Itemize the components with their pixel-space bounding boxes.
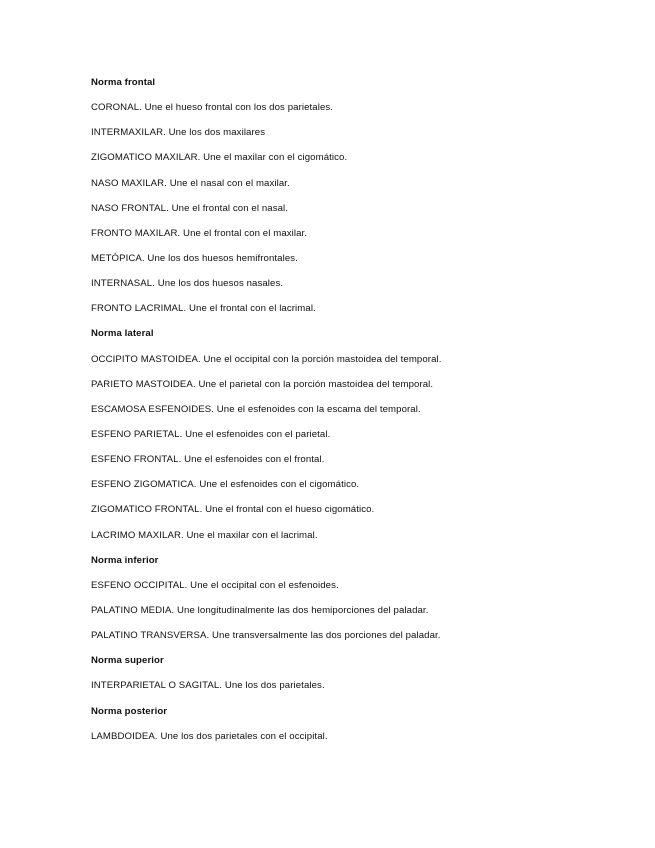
section-heading-norma-lateral: Norma lateral — [91, 328, 154, 340]
section-heading-norma-inferior: Norma inferior — [91, 554, 159, 566]
suture-parieto-mastoidea: PARIETO MASTOIDEA. Une el parietal con la porción mastoidea del temporal. — [91, 378, 434, 390]
suture-naso-frontal: NASO FRONTAL. Une el frontal con el nasal. — [91, 202, 289, 214]
suture-lambdoidea: LAMBDOIDEA. Une los dos parietales con el occipital. — [91, 730, 328, 742]
suture-esfeno-occipital: ESFENO OCCIPITAL. Une el occipital con el esfenoides. — [91, 579, 339, 591]
suture-esfeno-zigomatica: ESFENO ZIGOMATICA. Une el esfenoides con el cigomático. — [91, 479, 360, 491]
suture-occipito-mastoidea: OCCIPITO MASTOIDEA. Une el occipital con la porción mastoidea del temporal. — [91, 353, 442, 365]
suture-naso-maxilar: NASO MAXILAR. Une el nasal con el maxilar. — [91, 177, 290, 189]
suture-intermaxilar: INTERMAXILAR. Une los dos maxilares — [91, 127, 266, 139]
suture-escamosa-esfenoides: ESCAMOSA ESFENOIDES. Une el esfenoides con la escama del temporal. — [91, 403, 421, 415]
suture-coronal: CORONAL. Une el hueso frontal con los dos parietales. — [91, 102, 334, 114]
section-heading-norma-frontal: Norma frontal — [91, 77, 156, 88]
suture-fronto-maxilar: FRONTO MAXILAR. Une el frontal con el maxilar. — [91, 227, 308, 239]
suture-interparietal-sagital: INTERPARIETAL O SAGITAL. Une los dos parietales. — [91, 680, 325, 692]
suture-fronto-lacrimal: FRONTO LACRIMAL. Une el frontal con el lacrimal. — [91, 303, 316, 315]
suture-palatino-media: PALATINO MEDIA. Une longitudinalmente las dos hemiporciones del paladar. — [91, 604, 429, 616]
suture-esfeno-frontal: ESFENO FRONTAL. Une el esfenoides con el frontal. — [91, 454, 325, 466]
section-heading-norma-posterior: Norma posterior — [91, 705, 168, 717]
suture-esfeno-parietal: ESFENO PARIETAL. Une el esfenoides con el parietal. — [91, 428, 331, 440]
section-heading-norma-superior: Norma superior — [91, 655, 164, 667]
suture-lacrimo-maxilar: LACRIMO MAXILAR. Une el maxilar con el lacrimal. — [91, 529, 318, 541]
suture-zigomatico-frontal: ZIGOMATICO FRONTAL. Une el frontal con el hueso cigomático. — [91, 504, 375, 516]
suture-metopica: METÓPICA. Une los dos huesos hemifrontales. — [91, 252, 298, 264]
document-page — [91, 76, 631, 755]
suture-zigomatico-maxilar: ZIGOMATICO MAXILAR. Une el maxilar con el cigomático. — [91, 152, 348, 164]
suture-internasal: INTERNASAL. Une los dos huesos nasales. — [91, 278, 284, 290]
suture-palatino-transversa: PALATINO TRANSVERSA. Une transversalmente las dos porciones del paladar. — [91, 630, 441, 642]
